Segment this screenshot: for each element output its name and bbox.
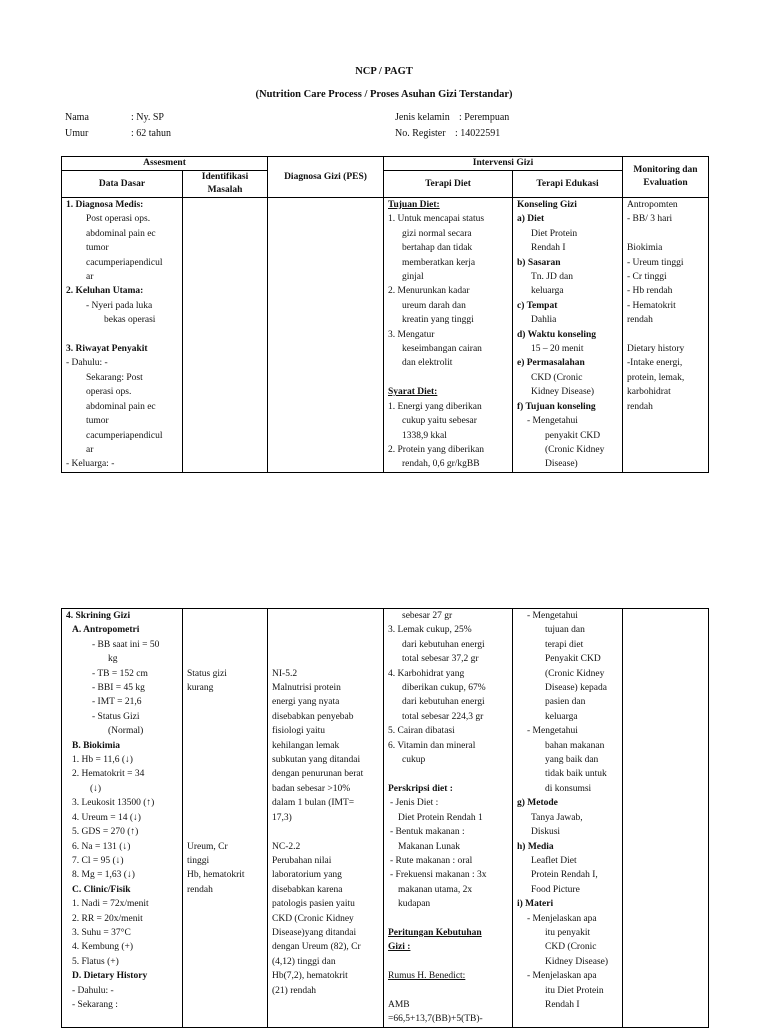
cell-line: CKD (Cronic Kidney: [272, 913, 354, 924]
cell-line: makanan utama, 2x: [398, 884, 473, 895]
cell-line: - Mengetahui: [527, 726, 578, 737]
cell-line: [187, 609, 265, 623]
cell-line: [627, 227, 706, 241]
nama-value: : Ny. SP: [131, 112, 164, 123]
cell-line: badan sebesar >10%: [272, 783, 351, 794]
cell-line: Malnutrisi protein: [272, 683, 341, 694]
cell-line: karbohidrat: [627, 387, 671, 398]
cell-line: [187, 623, 265, 637]
cell-line: CKD (Cronic: [545, 942, 597, 953]
cell-line: - Menjelaskan apa: [527, 971, 597, 982]
cell-line: [187, 724, 265, 738]
cell-line: disebabkan karena: [272, 884, 343, 895]
cell-line: (Cronic Kidney: [545, 668, 605, 679]
cell-line: -Intake energi,: [627, 358, 683, 369]
no-register-value: : 14022591: [455, 128, 501, 139]
cell-line: itu penyakit: [545, 927, 591, 938]
umur-value: : 62 tahun: [131, 128, 171, 139]
cell-line: abdominal pain ec: [86, 401, 156, 412]
cell-line: (↓): [90, 783, 102, 794]
cell-line: Disease)yang ditandai: [272, 927, 357, 938]
cell-line: tujuan dan: [545, 625, 585, 636]
cell-line: subkutan yang ditandai: [272, 755, 361, 766]
intervensi-header: Intervensi Gizi: [384, 157, 623, 171]
cell-line: 1. Nadi = 72x/menit: [72, 899, 149, 910]
cell-line: - Sekarang :: [72, 999, 118, 1010]
cell-line: di konsumsi: [545, 783, 592, 794]
cell-line: rendah: [187, 884, 213, 895]
document-subtitle: (Nutrition Care Process / Proses Asuhan Gizi Terstandar): [255, 89, 513, 100]
cell-line: - Menjelaskan apa: [527, 913, 597, 924]
cell-line: [187, 753, 265, 767]
cell-line: disebabkan penyebab: [272, 711, 354, 722]
cell-line: tumor: [86, 416, 109, 427]
cell-line: Rendah I: [545, 999, 580, 1010]
umur-label: Umur: [65, 128, 89, 139]
cell-line: CKD (Cronic: [531, 372, 583, 383]
cell-line: ar: [86, 272, 94, 283]
cell-line: rendah: [627, 315, 653, 326]
cell-line: Dahlia: [531, 315, 557, 326]
cell-line: [272, 638, 381, 652]
cell-line: 15 – 20 menit: [531, 344, 584, 355]
cell-line: 2. RR = 20x/menit: [72, 913, 143, 924]
diagnosa-cell: [268, 609, 384, 1028]
cell-line: dengan penurunan berat: [272, 769, 364, 780]
cell-line: bahan makanan: [545, 740, 605, 751]
cell-line: Disease): [545, 459, 578, 470]
cell-line: 3. Mengatur: [388, 329, 435, 340]
cell-line: Food Picture: [531, 884, 580, 895]
cell-line: diberikan cukup, 67%: [402, 683, 486, 694]
jenis-kelamin-label: Jenis kelamin: [395, 112, 450, 123]
monitoring-cell: [623, 609, 709, 1028]
cell-line: B. Biokimia: [72, 740, 121, 751]
cell-line: dalam 1 bulan (IMT=: [272, 798, 355, 809]
cell-line: total sebesar 224,3 gr: [402, 711, 484, 722]
cell-line: Syarat Diet:: [388, 387, 438, 398]
cell-line: Antropomten: [627, 200, 678, 210]
cell-line: ureum darah dan: [402, 300, 466, 311]
cell-line: a) Diet: [517, 214, 545, 225]
cell-line: (Cronic Kidney: [545, 444, 605, 455]
cell-line: - Jenis Diet :: [390, 798, 439, 809]
cell-line: 3. Riwayat Penyakit: [66, 344, 148, 355]
cell-line: kurang: [187, 683, 214, 694]
cell-line: [388, 984, 510, 998]
cell-line: Diet Protein Rendah 1: [398, 812, 483, 823]
cell-line: b) Sasaran: [517, 257, 561, 268]
cell-line: gizi normal secara: [402, 228, 472, 239]
ncp-table-page-2: [61, 608, 709, 1028]
cell-line: d) Waktu konseling: [517, 329, 597, 340]
cell-line: dengan Ureum (82), Cr: [272, 942, 361, 953]
cell-line: [187, 811, 265, 825]
cell-line: bertahap dan tidak: [402, 243, 473, 254]
cell-line: 2. Hematokrit = 34: [72, 769, 145, 780]
cell-line: - Dahulu: -: [66, 358, 108, 369]
cell-line: - Ureum tinggi: [627, 257, 684, 268]
cell-line: Biokimia: [627, 243, 663, 254]
cell-line: NC-2.2: [272, 841, 301, 852]
cell-line: [272, 609, 381, 623]
cell-line: - BB saat ini = 50: [92, 639, 160, 650]
cell-line: - Keluarga: -: [66, 459, 115, 470]
cell-line: [388, 912, 510, 926]
cell-line: [187, 710, 265, 724]
cell-line: [187, 739, 265, 753]
cell-line: 3. Lemak cukup, 25%: [388, 625, 472, 636]
cell-line: g) Metode: [517, 798, 558, 809]
cell-line: Tn. JD dan: [531, 272, 573, 283]
cell-line: - BB/ 3 hari: [627, 214, 673, 225]
cell-line: - Mengetahui: [527, 416, 578, 427]
diagnosa-cell: [268, 198, 384, 473]
cell-line: tinggi: [187, 855, 210, 866]
cell-line: (4,12) tinggi dan: [272, 956, 336, 967]
cell-line: [187, 796, 265, 810]
cell-line: [187, 652, 265, 666]
cell-line: Tujuan Diet:: [388, 200, 440, 210]
cell-line: Konseling Gizi: [517, 200, 577, 210]
cell-line: 3. Leukosit 13500 (↑): [72, 798, 155, 809]
cell-line: Rendah I: [531, 243, 566, 254]
cell-line: 1. Diagnosa Medis:: [66, 200, 144, 210]
cell-line: (21) rendah: [272, 985, 317, 996]
cell-line: protein, lemak,: [627, 372, 685, 383]
cell-line: ar: [86, 444, 94, 455]
cell-line: [187, 825, 265, 839]
cell-line: ginjal: [402, 272, 424, 283]
cell-line: Rumus H. Benedict:: [388, 971, 466, 982]
cell-line: Tanya Jawab,: [531, 812, 583, 823]
cell-line: 4. Skrining Gizi: [66, 611, 131, 621]
cell-line: - Nyeri pada luka: [86, 300, 153, 311]
cell-line: Penyakit CKD: [545, 654, 601, 665]
cell-line: [388, 955, 510, 969]
jenis-kelamin-value: : Perempuan: [459, 112, 510, 123]
cell-line: Hb, hematokrit: [187, 870, 245, 881]
cell-line: - Hb rendah: [627, 286, 673, 297]
cell-line: laboratorium yang: [272, 870, 342, 881]
cell-line: bekas operasi: [104, 315, 156, 326]
cell-line: [388, 371, 510, 385]
cell-line: pasien dan: [545, 697, 586, 708]
cell-line: - Cr tinggi: [627, 272, 667, 283]
terapi-edukasi-header: Terapi Edukasi: [513, 171, 623, 198]
identifikasi-cell: [183, 198, 268, 473]
cell-line: 8. Mg = 1,63 (↓): [72, 870, 135, 881]
ncp-table-page-1: [61, 156, 709, 473]
cell-line: 4. Karbohidrat yang: [388, 668, 465, 679]
cell-line: C. Clinic/Fisik: [72, 884, 131, 895]
cell-line: Leaflet Diet: [531, 855, 577, 866]
cell-line: fisiologi yaitu: [272, 726, 326, 737]
cell-line: 1. Energi yang diberikan: [388, 401, 482, 412]
terapi-edukasi-cell: [513, 609, 623, 1028]
cell-line: penyakit CKD: [545, 430, 601, 441]
cell-line: Perubahan nilai: [272, 855, 332, 866]
cell-line: 7. Cl = 95 (↓): [72, 855, 124, 866]
cell-line: 6. Vitamin dan mineral: [388, 740, 476, 751]
cell-line: 1338,9 kkal: [402, 430, 447, 441]
cell-line: Diskusi: [531, 827, 561, 838]
cell-line: 6. Na = 131 (↓): [72, 841, 131, 852]
cell-line: cukup yaitu sebesar: [402, 416, 477, 427]
identifikasi-header: Identifikasi Masalah: [183, 171, 268, 198]
cell-line: yang baik dan: [545, 755, 599, 766]
cell-line: kudapan: [398, 899, 431, 910]
cell-line: - TB = 152 cm: [92, 668, 148, 679]
cell-line: (Normal): [108, 726, 144, 737]
cell-line: Peritungan Kebutuhan: [388, 927, 482, 938]
cell-line: 1. Untuk mencapai status: [388, 214, 485, 225]
data-dasar-cell: [62, 609, 183, 1028]
cell-line: Dietary history: [627, 344, 685, 355]
cell-line: Gizi :: [388, 942, 411, 953]
cell-line: Kidney Disease): [531, 387, 595, 398]
cell-line: c) Tempat: [517, 300, 558, 311]
terapi-diet-cell: [384, 198, 513, 473]
cell-line: Diet Protein: [531, 228, 578, 239]
cell-line: dari kebutuhan energi: [402, 639, 485, 650]
cell-line: keluarga: [531, 286, 564, 297]
cell-line: [272, 623, 381, 637]
cell-line: 3. Suhu = 37°C: [72, 927, 131, 938]
terapi-diet-cell: [384, 609, 513, 1028]
cell-line: abdominal pain ec: [86, 228, 156, 239]
cell-line: Protein Rendah I,: [531, 870, 598, 881]
cell-line: Sekarang: Post: [86, 372, 143, 383]
no-register-label: No. Register: [395, 128, 446, 139]
cell-line: f) Tujuan konseling: [517, 401, 596, 412]
cell-line: - Status Gizi: [92, 711, 140, 722]
cell-line: rendah: [627, 401, 653, 412]
cell-line: e) Permasalahan: [517, 358, 585, 369]
cell-line: [187, 782, 265, 796]
data-dasar-header: Data Dasar: [62, 171, 183, 198]
cell-line: 5. Flatus (+): [72, 956, 119, 967]
cell-line: tidak baik untuk: [545, 769, 607, 780]
cell-line: 2. Keluhan Utama:: [66, 286, 144, 297]
cell-line: Kidney Disease): [545, 956, 609, 967]
cell-line: itu Diet Protein: [545, 985, 604, 996]
cell-line: [272, 652, 381, 666]
cell-line: 2. Menurunkan kadar: [388, 286, 470, 297]
cell-line: memberatkan kerja: [402, 257, 476, 268]
cell-line: 5. GDS = 270 (↑): [72, 827, 139, 838]
cell-line: [272, 825, 381, 839]
cell-line: - Mengetahui: [527, 611, 578, 621]
cell-line: 17,3): [272, 812, 292, 823]
monitoring-header: Monitoring dan Evaluation: [623, 157, 709, 198]
cell-line: i) Materi: [517, 899, 554, 910]
cell-line: cacumperiapendicul: [86, 257, 163, 268]
cell-line: [66, 328, 180, 342]
cell-line: sebesar 27 gr: [402, 611, 453, 621]
cell-line: 2. Protein yang diberikan: [388, 444, 485, 455]
cell-line: kehilangan lemak: [272, 740, 340, 751]
cell-line: - BBI = 45 kg: [92, 683, 145, 694]
cell-line: 1. Hb = 11,6 (↓): [72, 755, 133, 766]
cell-line: [187, 695, 265, 709]
cell-line: - Rute makanan : oral: [390, 855, 473, 866]
cell-line: Status gizi: [187, 668, 227, 679]
cell-line: [187, 767, 265, 781]
cell-line: kg: [108, 654, 118, 665]
data-dasar-cell: [62, 198, 183, 473]
cell-line: rendah, 0,6 gr/kgBB: [402, 459, 480, 470]
cell-line: operasi ops.: [86, 387, 132, 398]
cell-line: - Frekuensi makanan : 3x: [390, 870, 487, 881]
cell-line: keseimbangan cairan: [402, 344, 482, 355]
cell-line: AMB: [388, 999, 410, 1010]
cell-line: [187, 638, 265, 652]
cell-line: [627, 328, 706, 342]
cell-line: NI-5.2: [272, 668, 298, 679]
cell-line: Disease) kepada: [545, 683, 607, 694]
cell-line: Makanan Lunak: [398, 841, 460, 852]
cell-line: Hb(7,2), hematokrit: [272, 971, 348, 982]
cell-line: Post operasi ops.: [86, 214, 151, 225]
cell-line: D. Dietary History: [72, 971, 148, 982]
cell-line: total sebesar 37,2 gr: [402, 654, 479, 665]
cell-line: Perskripsi diet :: [388, 783, 453, 794]
cell-line: dan elektrolit: [402, 358, 453, 369]
cell-line: - Hematokrit: [627, 300, 676, 311]
cell-line: kreatin yang tinggi: [402, 315, 474, 326]
cell-line: cukup: [402, 755, 426, 766]
cell-line: Ureum, Cr: [187, 841, 228, 852]
cell-line: energi yang nyata: [272, 697, 340, 708]
terapi-edukasi-cell: [513, 198, 623, 473]
identifikasi-cell: [183, 609, 268, 1028]
cell-line: cacumperiapendicul: [86, 430, 163, 441]
cell-line: A. Antropometri: [72, 625, 140, 636]
cell-line: tumor: [86, 243, 109, 254]
cell-line: 4. Kembung (+): [72, 942, 134, 953]
diagnosa-header: Diagnosa Gizi (PES): [268, 157, 384, 198]
terapi-diet-header: Terapi Diet: [384, 171, 513, 198]
cell-line: h) Media: [517, 841, 554, 852]
cell-line: [388, 767, 510, 781]
cell-line: - Dahulu: -: [72, 985, 114, 996]
cell-line: - Bentuk makanan :: [390, 827, 465, 838]
cell-line: keluarga: [545, 711, 578, 722]
monitoring-cell: [623, 198, 709, 473]
nama-label: Nama: [65, 112, 89, 123]
cell-line: patologis pasien yaitu: [272, 899, 355, 910]
document-title: NCP / PAGT: [355, 66, 413, 77]
cell-line: dari kebutuhan energi: [402, 697, 485, 708]
cell-line: terapi diet: [545, 639, 584, 650]
cell-line: 4. Ureum = 14 (↓): [72, 812, 141, 823]
cell-line: - IMT = 21,6: [92, 697, 142, 708]
cell-line: =66,5+13,7(BB)+5(TB)-: [388, 1014, 483, 1025]
assesment-header: Assesment: [62, 157, 268, 171]
cell-line: 5. Cairan dibatasi: [388, 726, 455, 737]
